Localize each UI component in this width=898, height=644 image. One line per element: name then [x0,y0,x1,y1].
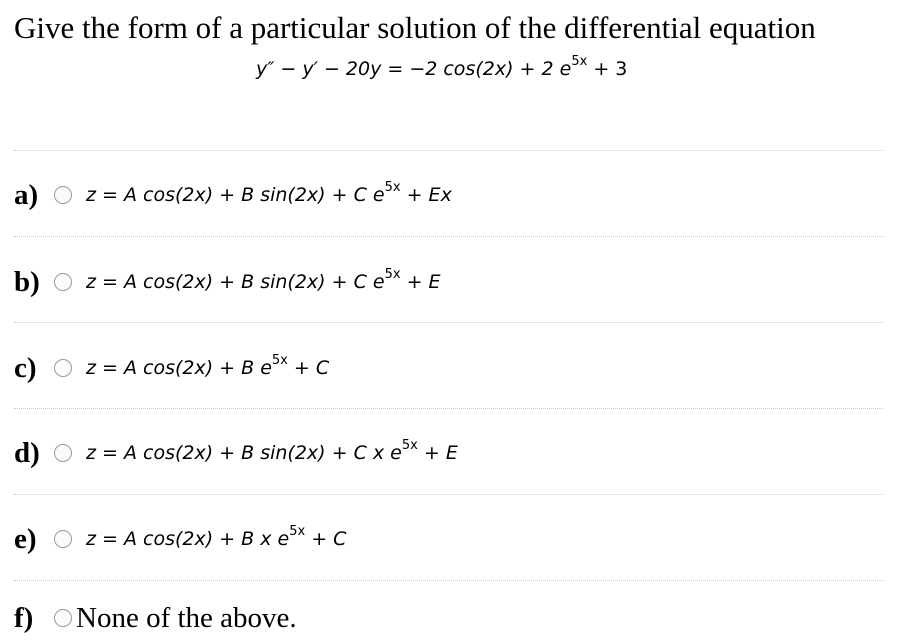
radio-button[interactable] [54,530,72,548]
option-expression: z = A cos(2x) + B $e^{5x} + C$ [86,352,330,379]
equation-tail: + 3 [587,58,628,80]
option-letter: f) [14,601,34,634]
option-expression: z = A cos(2x) + B x $e^{5x} + C$ [86,523,347,550]
radio-button[interactable] [54,444,72,462]
option-e[interactable] [14,519,346,559]
option-a[interactable] [14,175,452,215]
option-expression: z = A cos(2x) + B sin(2x) + C $e^{5x} + Ex$ [86,179,452,206]
option-expression: z = A cos(2x) + B sin(2x) + C x $e^{5x} + E$ [86,437,458,464]
option-d[interactable] [14,433,458,473]
equation-exponent: 5x [571,53,588,69]
divider [14,494,884,495]
radio-button[interactable] [54,359,72,377]
option-letter: c) [14,351,37,384]
divider [14,408,884,409]
option-b[interactable] [14,262,441,302]
option-f[interactable] [14,598,297,638]
option-letter: d) [14,436,40,469]
differential-equation [256,53,628,80]
divider [14,236,884,237]
option-expression: z = A cos(2x) + B sin(2x) + C $e^{5x} + E$ [86,266,441,293]
option-letter: b) [14,265,40,298]
option-c[interactable] [14,348,329,388]
equation-main: y″ − y′ − 20y = −2 cos(2x) + 2 e [256,58,572,80]
question-prompt: Give the form of a particular solution of the differential equation [14,10,816,45]
radio-button[interactable] [54,609,72,627]
divider [14,580,884,581]
option-letter: a) [14,178,39,211]
option-text: None of the above. [76,601,297,634]
divider [14,150,884,151]
radio-button[interactable] [54,273,72,291]
radio-button[interactable] [54,186,72,204]
divider [14,322,884,323]
option-letter: e) [14,522,37,555]
